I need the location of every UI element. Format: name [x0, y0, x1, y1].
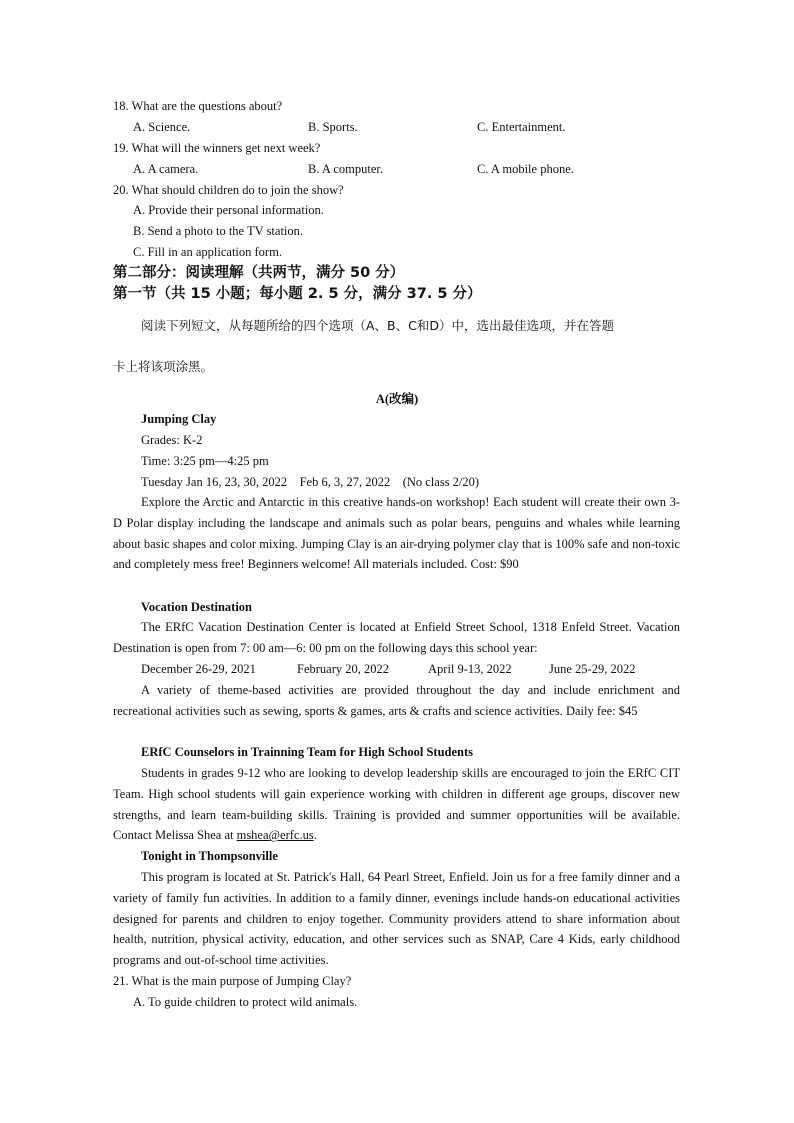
vacation-date: February 20, 2022: [297, 662, 389, 676]
vacation-body-1: The ERfC Vacation Destination Center is located at Enfield Street School, 1318 Enfeld Street. Vacation Destination is open from 7: 00 am—6: 00 pm on the following days this school year:: [113, 620, 680, 655]
question-20-option-b: B. Send a photo to the TV station.: [133, 224, 304, 238]
question-21-stem: 21. What is the main purpose of Jumping Clay?: [113, 974, 352, 988]
question-18-option-c: C. Entertainment.: [477, 120, 566, 134]
instruction-line-1: 阅读下列短文，从每题所给的四个选项（A、B、C和D）中，选出最佳选项，并在答题: [141, 318, 614, 333]
question-18-stem: 18. What are the questions about?: [113, 99, 283, 113]
jumping-clay-time: Time: 3:25 pm—4:25 pm: [141, 454, 269, 468]
question-18-option-b: B. Sports.: [308, 120, 358, 134]
jumping-clay-grades: Grades: K-2: [141, 433, 203, 447]
question-19-stem: 19. What will the winners get next week?: [113, 141, 321, 155]
vacation-date: December 26-29, 2021: [141, 662, 256, 676]
cit-title: ERfC Counselors in Trainning Team for High School Students: [141, 745, 474, 759]
cit-body-end: .: [313, 828, 317, 843]
question-19-option-c: C. A mobile phone.: [477, 162, 574, 176]
cit-body: Students in grades 9-12 who are looking to develop leadership skills are encouraged to join the ERfC CIT Team. High school students will gain experience working with children in different age groups, discover new strengths, and learn team-building skills. Training is provided and summer opportunities will be available. Contact Melissa Shea at: [113, 766, 680, 843]
question-21-option-a: A. To guide children to protect wild animals.: [133, 995, 358, 1009]
cit-body-block: [113, 763, 680, 846]
question-19-option-b: B. A computer.: [308, 162, 383, 176]
question-20-stem: 20. What should children do to join the show?: [113, 183, 344, 197]
instruction-line-2: 卡上将该项涂黑。: [113, 359, 214, 374]
tonight-body: This program is located at St. Patrick's Hall, 64 Pearl Street, Enfield. Join us for a free family dinner and a variety of family fun activities. In addition to a family dinner, evenings include hands-on educational activities designed for parents and children to enjoy together. Community providers attend to share information about health, nutrition, physical activity, education, and other services such as SNAP, Care 4 Kids, early childhood programs and out-of-school time activities.: [113, 870, 680, 968]
tonight-title: Tonight in Thompsonville: [141, 849, 278, 863]
part2-title: 第二部分：阅读理解（共两节，满分 50 分）: [113, 265, 405, 281]
passage-label: A(改编): [375, 392, 419, 406]
question-20-option-c: C. Fill in an application form.: [133, 245, 282, 259]
cit-email-link[interactable]: mshea@erfc.us: [236, 828, 314, 843]
vacation-body-2: A variety of theme-based activities are provided throughout the day and include enrichment and recreational activities such as sewing, sports & games, arts & crafts and science activities. Daily fee: $45: [113, 683, 680, 718]
section1-title: 第一节（共 15 小题；每小题 2. 5 分，满分 37. 5 分）: [113, 286, 482, 302]
jumping-clay-body: Explore the Arctic and Antarctic in this creative hands-on workshop! Each student will create their own 3-D Polar display including the landscape and animals such as polar bears, penguins and whales while learning about basic shapes and color mixing. Jumping Clay is an air-drying polymer clay that is 100% safe and non-toxic and completely mess free! Beginners welcome! All materials included. Cost: $90: [113, 495, 680, 572]
jumping-clay-title: Jumping Clay: [141, 412, 217, 426]
question-19-option-a: A. A camera.: [133, 162, 199, 176]
vacation-date: April 9-13, 2022: [428, 662, 512, 676]
jumping-clay-dates: Tuesday Jan 16, 23, 30, 2022 Feb 6, 3, 27, 2022 (No class 2/20): [141, 475, 480, 489]
vacation-title: Vocation Destination: [141, 600, 253, 614]
question-18-option-a: A. Science.: [133, 120, 191, 134]
question-20-option-a: A. Provide their personal information.: [133, 203, 324, 217]
vacation-date: June 25-29, 2022: [549, 662, 636, 676]
